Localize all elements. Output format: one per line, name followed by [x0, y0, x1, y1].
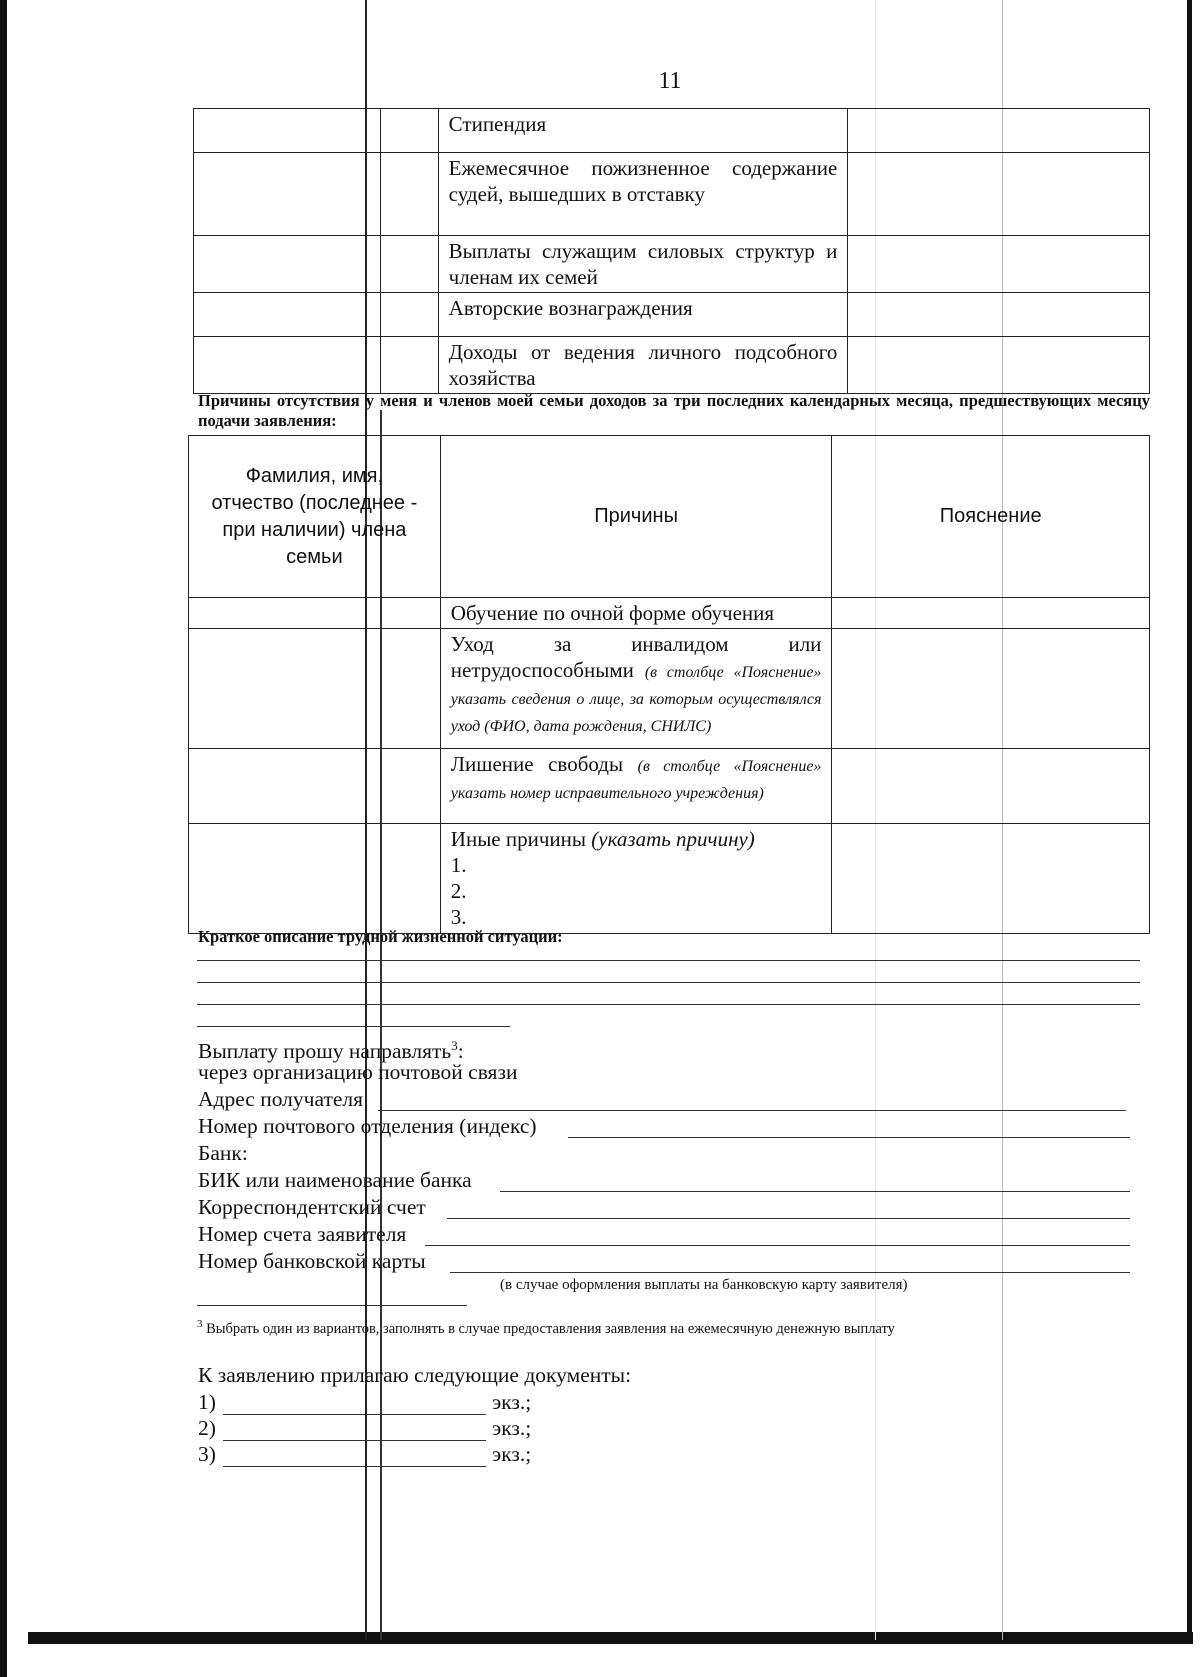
absence-section-title: Причины отсутствия у меня и членов моей семьи доходов за три последних календарных месяца, предшествующих месяцу подачи заявления:: [198, 391, 1150, 430]
bik-label: БИК или наименование банка: [198, 1168, 472, 1192]
documents-title: К заявлению прилагаю следующие документы:: [198, 1363, 632, 1387]
postcode-field-line: [568, 1137, 1130, 1138]
scan-edge-bottom: [28, 1632, 1193, 1644]
income-table: [193, 108, 1150, 394]
address-label: Адрес получателя: [198, 1087, 364, 1111]
list-item: 1.: [450, 853, 467, 877]
card-label: Номер банковской карты: [198, 1249, 426, 1273]
footnote: $^3$ Выбрать один из вариантов, заполнять в случае предоставления заявления на ежемесячную денежную выплату: [197, 1318, 895, 1337]
bank-label: Банк:: [198, 1141, 248, 1165]
postcode-label: Номер почтового отделения (индекс): [198, 1114, 537, 1138]
card-note: (в случае оформления выплаты на банковскую карту заявителя): [500, 1277, 908, 1293]
table-row: [194, 153, 1150, 236]
blank-line: [197, 982, 1140, 983]
list-item: 3.: [450, 905, 467, 929]
bik-field-line: [500, 1191, 1130, 1192]
account-label: Номер счета заявителя: [198, 1222, 407, 1246]
table-row: [194, 109, 1150, 153]
list-item: 2.: [450, 879, 467, 903]
blank-line: [197, 1004, 1140, 1005]
scan-edge-right: [1187, 0, 1192, 1640]
table-row: [194, 236, 1150, 293]
income-label: Авторские вознаграждения: [438, 293, 848, 337]
absence-reasons-table: [188, 435, 1150, 934]
table-row: [189, 629, 1150, 749]
income-label: Ежемесячное пожизненное содержание судей, вышедших в отставку: [438, 153, 848, 236]
page-number: 11: [658, 68, 682, 94]
income-label: Стипендия: [438, 109, 848, 153]
table-row: [189, 824, 1150, 934]
blank-line: [197, 960, 1140, 961]
footnote-divider: [197, 1305, 467, 1306]
table-header-row: [189, 436, 1150, 598]
document-item: 1) экз.;: [198, 1390, 532, 1414]
card-field-line: [450, 1272, 1130, 1273]
document-item: 3) экз.;: [198, 1442, 532, 1466]
post-label: через организацию почтовой связи: [198, 1060, 518, 1084]
blank-line: [197, 1026, 510, 1027]
reason-care: Уход за инвалидом или нетрудоспособными (в столбце «Пояснение» указать сведения о лице, за которым осуществлялся уход (ФИО, дата рождения, СНИЛС): [440, 629, 832, 749]
table-row: [194, 337, 1150, 394]
income-label: Выплаты служащим силовых структур и членам их семей: [438, 236, 848, 293]
situation-title: Краткое описание трудной жизненной ситуации:: [198, 927, 563, 946]
reason-study: Обучение по очной форме обучения: [440, 598, 832, 629]
header-reasons: Причины: [440, 436, 832, 598]
scan-edge-left: [0, 0, 7, 1677]
document-item: 2) экз.;: [198, 1416, 532, 1440]
address-field-line: [378, 1110, 1126, 1111]
header-name: Фамилия, имя, отчество (последнее - при наличии) члена семьи: [189, 436, 441, 598]
table-row: [189, 749, 1150, 824]
corr-account-label: Корреспондентский счет: [198, 1195, 426, 1219]
account-field-line: [425, 1245, 1130, 1246]
payment-heading: Выплату прошу направлять$^3$:: [198, 1038, 464, 1064]
table-row: [189, 598, 1150, 629]
header-explanation: Пояснение: [832, 436, 1150, 598]
income-label: Доходы от ведения личного подсобного хозяйства: [438, 337, 848, 394]
table-row: [194, 293, 1150, 337]
reason-prison: Лишение свободы (в столбце «Пояснение» указать номер исправительного учреждения): [440, 749, 832, 824]
reason-other: Иные причины (указать причину) 1. 2. 3.: [440, 824, 832, 934]
corr-account-field-line: [447, 1218, 1130, 1219]
